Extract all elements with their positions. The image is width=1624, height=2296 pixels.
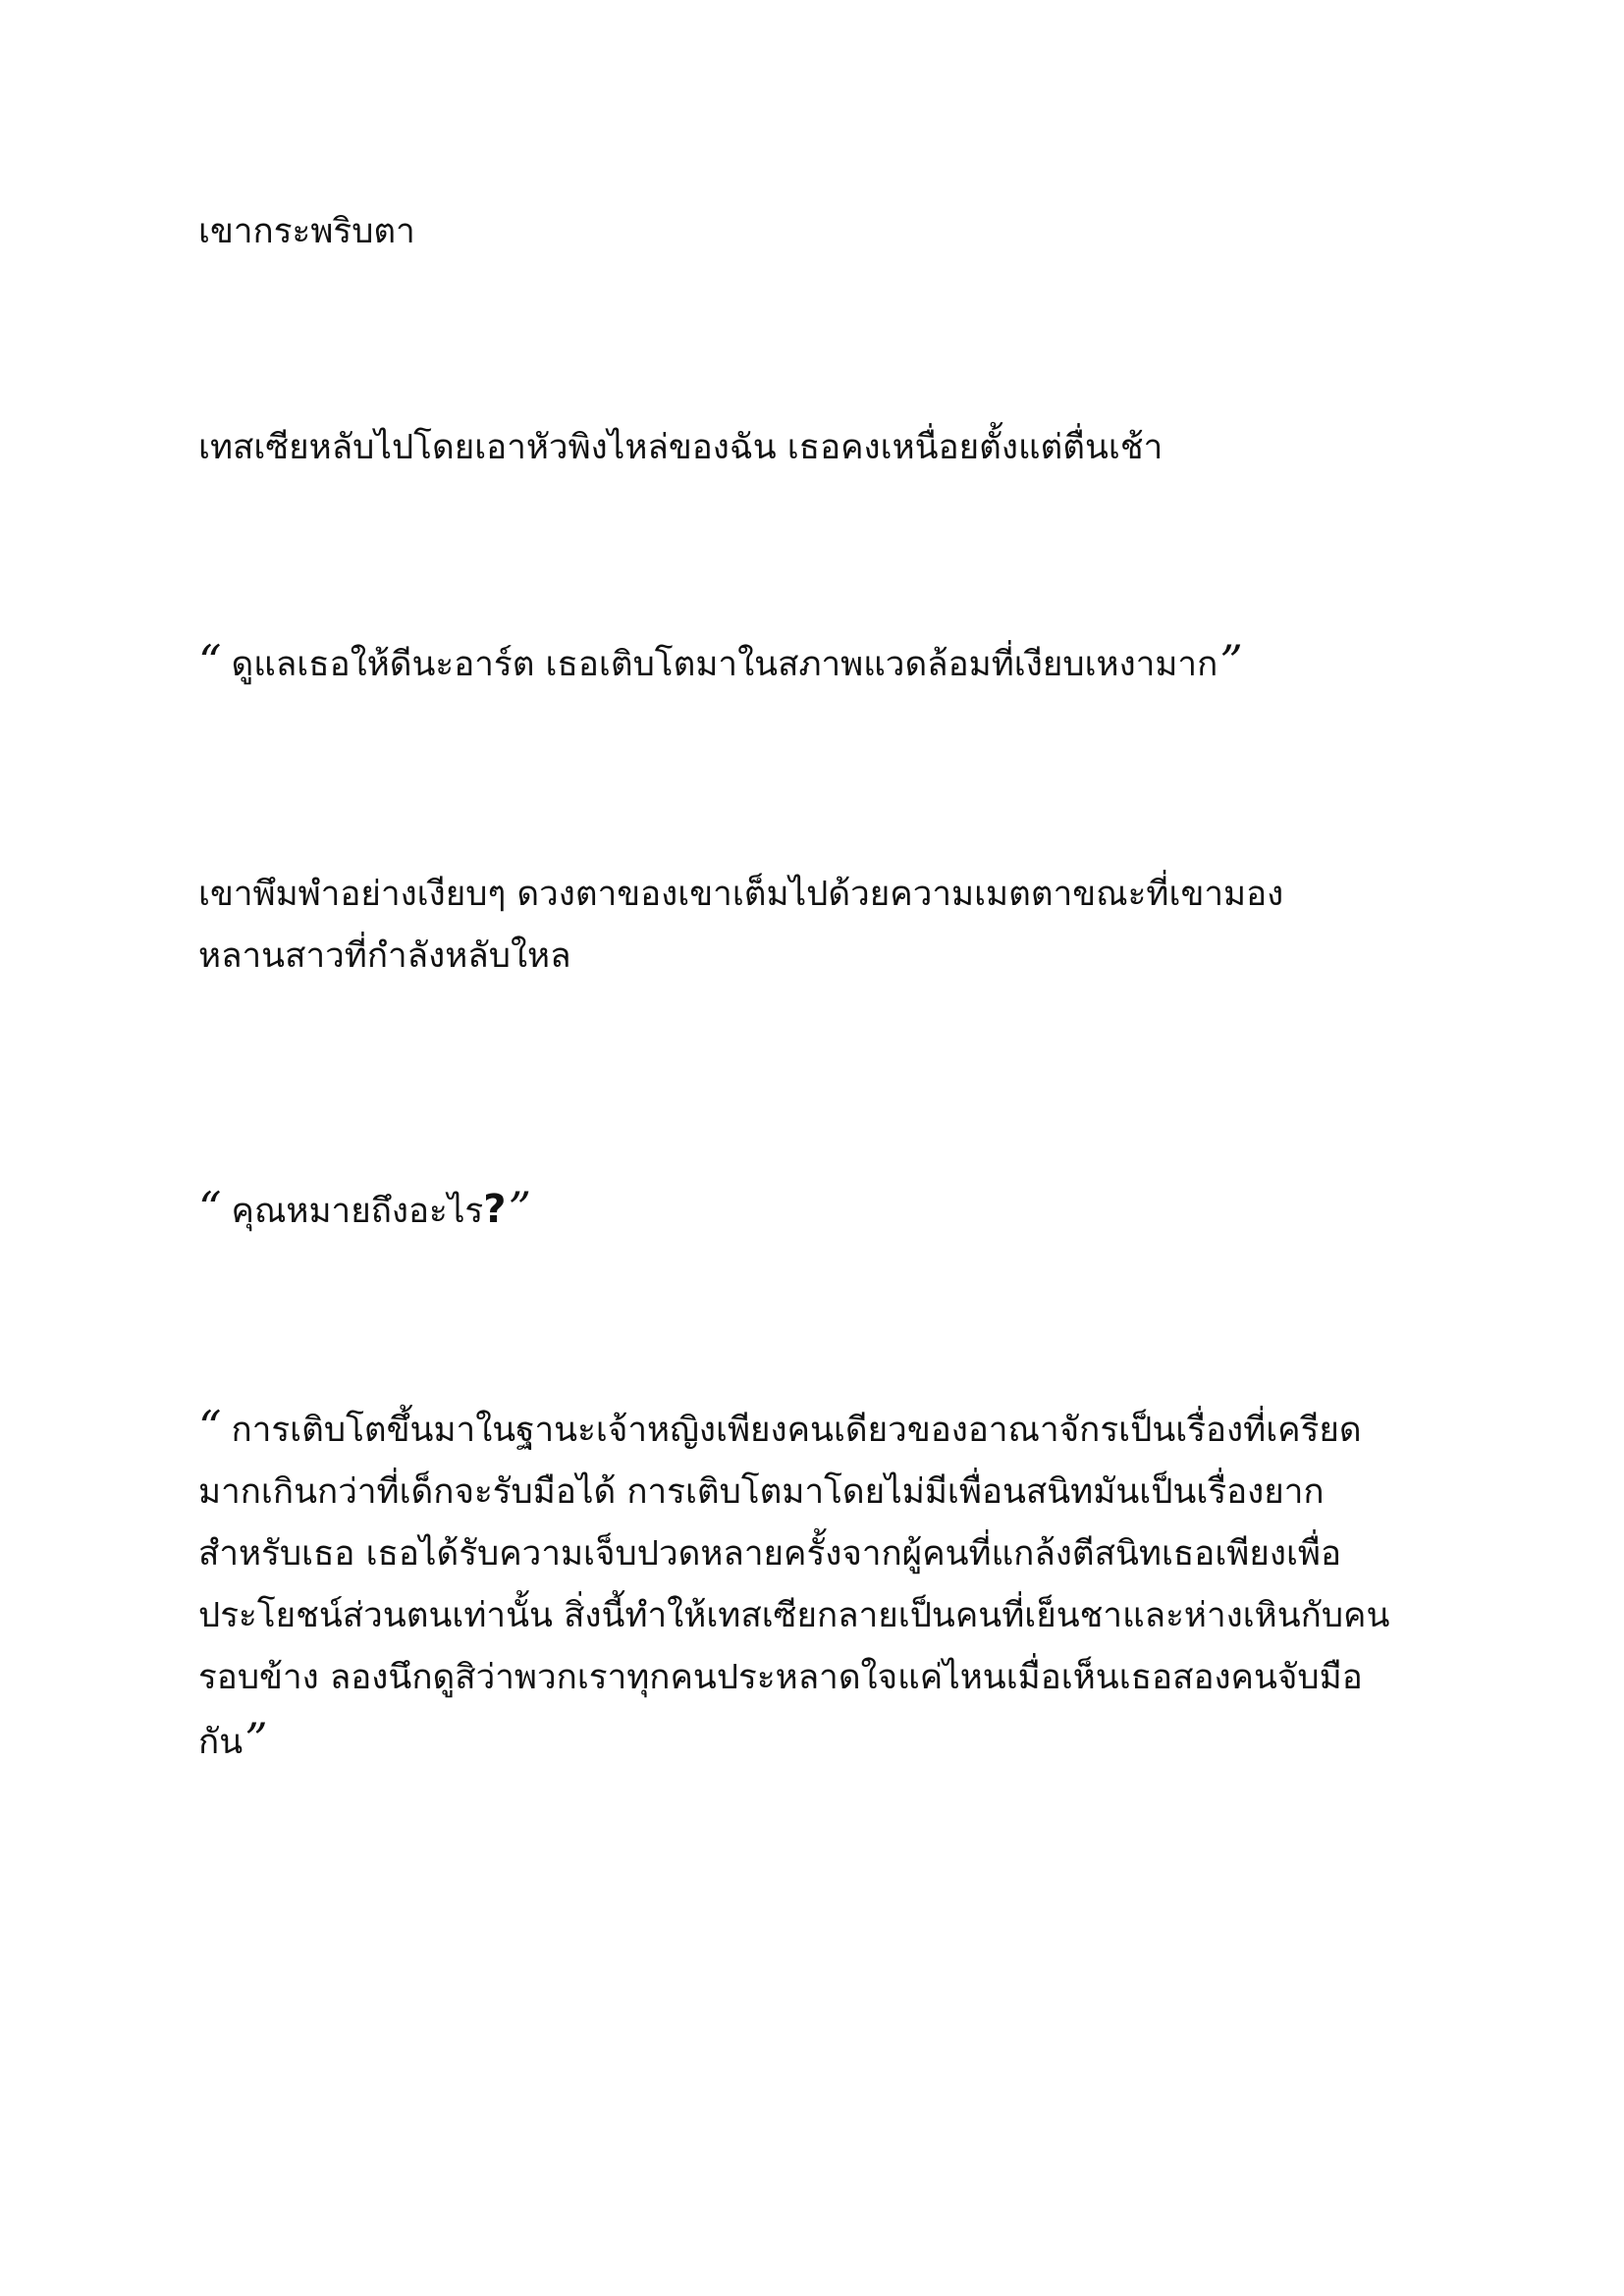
text-line: หลานสาวที่กำลังหลับใหล xyxy=(198,936,571,976)
text-line: เขากระพริบตา xyxy=(198,212,415,251)
text-line xyxy=(198,1397,1426,1462)
paragraph-3-quote xyxy=(198,631,1426,696)
open-quote-mark: “ xyxy=(198,635,222,688)
text-line xyxy=(198,631,1426,696)
quote-text: คุณหมายถึงอะไร xyxy=(231,1192,484,1231)
paragraph-1 xyxy=(198,201,1426,263)
quote-text: ดูแลเธอให้ดีนะอาร์ต เธอเติบโตมาในสภาพแวดล้อมที่เงียบเหงามาก xyxy=(231,645,1218,684)
paragraph-4 xyxy=(198,864,1426,988)
text-line: มากเกินกว่าที่เด็กจะรับมือได้ การเติบโตมาโดยไม่มีเพื่อนสนิทมันเป็นเรื่องยาก xyxy=(198,1472,1325,1512)
close-quote-mark: ” xyxy=(508,1182,531,1235)
open-quote-mark: “ xyxy=(198,1401,222,1454)
text-line xyxy=(198,1709,1426,1774)
text-line: เขาพึมพำอย่างเงียบๆ ดวงตาของเขาเต็มไปด้วยความเมตตาขณะที่เขามอง xyxy=(198,875,1284,914)
paragraph-2 xyxy=(198,417,1426,479)
open-quote-mark: “ xyxy=(198,1182,222,1235)
paragraph-6-quote xyxy=(198,1397,1426,1774)
text-line xyxy=(198,1178,1426,1243)
text-line: สำหรับเธอ เธอได้รับความเจ็บปวดหลายครั้งจากผู้คนที่แกล้งตีสนิทเธอเพียงเพื่อ xyxy=(198,1534,1342,1574)
text-line: เทสเซียหลับไปโดยเอาหัวพิงไหล่ของฉัน เธอคงเหนื่อยตั้งแต่ตื่นเช้า xyxy=(198,428,1164,467)
text-line: รอบข้าง ลองนึกดูสิว่าพวกเราทุกคนประหลาดใจแค่ไหนเมื่อเห็นเธอสองคนจับมือ xyxy=(198,1658,1363,1697)
paragraph-5-quote xyxy=(198,1178,1426,1243)
quote-text: กัน xyxy=(198,1723,244,1762)
question-mark: ? xyxy=(483,1187,507,1232)
text-line: ประโยชน์ส่วนตนเท่านั้น สิ่งนี้ทำให้เทสเซียกลายเป็นคนที่เย็นชาและห่างเหินกับคน xyxy=(198,1596,1390,1635)
close-quote-mark: ” xyxy=(244,1713,268,1766)
close-quote-mark: ” xyxy=(1219,635,1243,688)
quote-text: การเติบโตขึ้นมาในฐานะเจ้าหญิงเพียงคนเดียวของอาณาจักรเป็นเรื่องที่เครียด xyxy=(231,1411,1362,1450)
